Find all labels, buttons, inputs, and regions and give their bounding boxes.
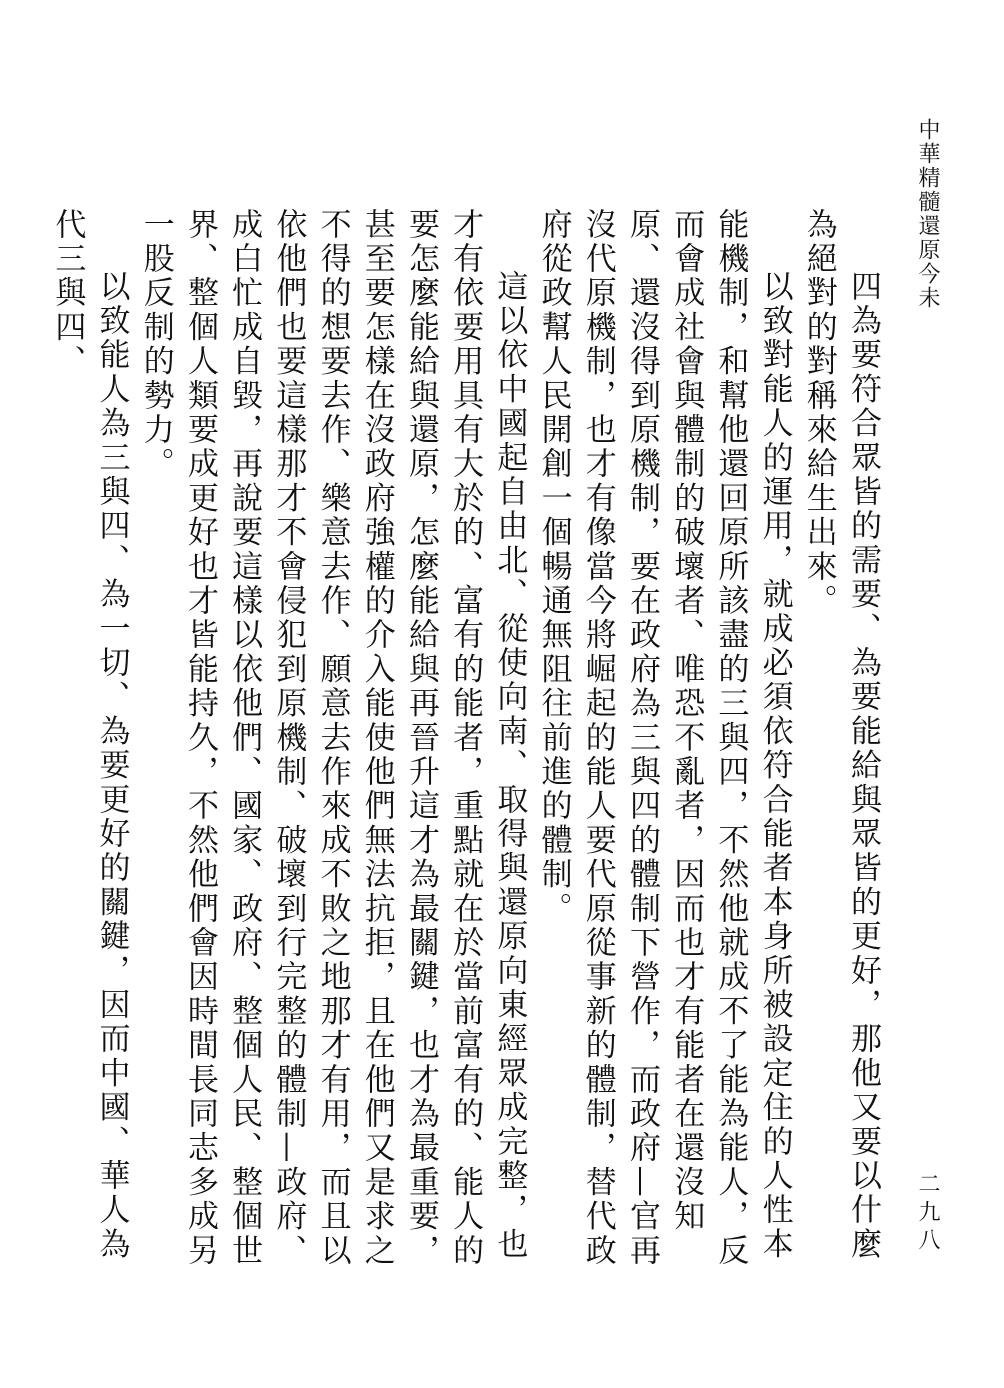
running-header-title: 中華精髓還原今未 (915, 118, 940, 310)
paragraph-4: 以致能人為三與四、為一切、為要更好的關鍵，因而中國、華人為代三與四、 (49, 208, 130, 1262)
paragraph-3: 這以依中國起自由北、從使向南、取得與還原向東經眾成完整，也才有依要用具有大於的、富有的能者，重點就在於當前富有的、能人的要怎麼能給與還原，怎麼能給與再晉升這才為最關鍵，也才為最重要，甚至要怎樣在沒政府強權的介入能使他們無法抗拒，且在他們又是求之不得的想要去作、樂意去作、願意去作來成不敗之地那才有用，而且以依他們也要這樣那才不會侵犯到原機制、破壞到行完整的體制—政府、成白忙成自毀，再說要這樣以依他們、國家、政府、整個人民、整個世界、整個人類要成更好也才皆能持久，不然他們會因時間長同志多成另一股反制的勢力。 (137, 208, 528, 1269)
body-text (49, 208, 885, 1288)
paragraph-1: 四為要符合眾皆的需要、為要能給與眾皆的更好，那他又要以什麼為絕對的對稱來給生出來。 (800, 208, 881, 1262)
paragraph-2: 以致對能人的運用，就成必須依符合能者本身所被設定住的人性本能機制，和幫他還回原所該盡的三與四，不然他就成不了能為能人，反而會成社會與體制的破壞者、唯恐不亂者，因而也才有能者在還沒知原、還沒得到原機制，要在政府為三與四的體制下營作，而政府—官再沒代原機制，也才有像當今將崛起的能人要代原從事新的體制，替代政府從政幫人民開創一個暢通無阻往前進的體制。 (535, 208, 793, 1269)
page-number: 二九八 (915, 1172, 940, 1256)
